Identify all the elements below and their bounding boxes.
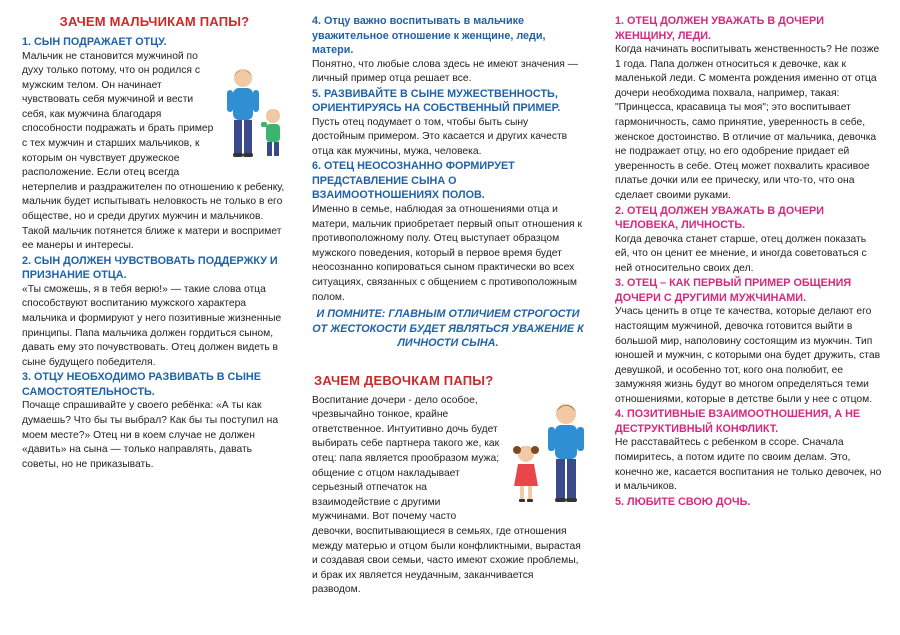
section-boys-5	[312, 87, 584, 160]
section-heading: 3. ОТЕЦ – КАК ПЕРВЫЙ ПРИМЕР ОБЩЕНИЯ ДОЧЕРИ С ДРУГИМИ МУЖЧИНАМИ.	[615, 277, 852, 304]
section-text-content: Мальчик не становится мужчиной по духу только потому, что он родился с мужским телом. Он начинает чувствовать себя мужчиной и вести себя, как мужчина благодаря способности подражать и брать пример с тех мужчин и старших мальчиков, к которым он чувствует дружеское расположение. Если отец всегда нетерпелив и раздражителен по отношению к ребенку, мальчик будет испытывать неловкость не только в его обществе, но и среди других мужчин и мальчиков. Такой мальчик потянется ближе к матери и воспримет ее манеры и интересы.	[22, 50, 285, 252]
section-boys-2	[22, 254, 287, 371]
boys-title: ЗАЧЕМ МАЛЬЧИКАМ ПАПЫ?	[59, 14, 250, 29]
section-heading: 3. ОТЦУ НЕОБХОДИМО РАЗВИВАТЬ В СЫНЕ САМОСТОЯТЕЛЬНОСТЬ.	[22, 371, 261, 398]
section-heading: 4. ПОЗИТИВНЫЕ ВЗАИМООТНОШЕНИЯ, А НЕ ДЕСТРУКТИВНЫЙ КОНФЛИКТ.	[615, 408, 861, 435]
section-text: Именно в семье, наблюдая за отношениями отца и матери, мальчик приобретает первый опыт отношения к противоположному полу. Отец выступает образцом мужского поведения, который в первое время будет неосознанно копироваться сыном практически во всех ситуациях, связанных с общением с противоположным полом.	[312, 203, 582, 303]
section-text: «Ты сможешь, я в тебя верю!» — такие слова отца способствуют воспитанию мужского характера мальчика и формируют у него позитивные жизненные принципы. Папа мальчика должен гордиться сыном, давать ему это почувствовать. Отец должен видеть в сыне будущего победителя.	[22, 283, 282, 368]
section-heading: 1. СЫН ПОДРАЖАЕТ ОТЦУ.	[22, 36, 167, 48]
section-girls-5	[615, 495, 883, 510]
section-text	[22, 50, 287, 254]
section-boys-4	[312, 14, 584, 87]
section-text: Пусть отец подумает о том, чтобы быть сыну достойным примером. Это касается и других качеств отца как мужчины, мужа, человека.	[312, 116, 568, 157]
girls-intro-text	[312, 394, 584, 598]
girls-intro-content: Воспитание дочери - дело особое, чрезвычайно тонкое, крайне ответственное. Интуитивно дочь будет выбирать себе партнера такого же, как отец: папа является прообразом мужа; общение с отцом накладывает серьезный отпечаток на взаимодействие с другими мужчинами. Вот почему часто девочки, воспитывающиеся в семьях, где отношения между матерью и отцом были конфликтными, вырастая и создавая свои семьи, часто имеют схожие проблемы, и брак их является неудачным, заканчивается разводом.	[312, 394, 581, 596]
section-heading: 4. Отцу важно воспитывать в мальчике уважительное отношение к женщине, леди, матери.	[312, 15, 546, 56]
section-heading: 5. РАЗВИВАЙТЕ В СЫНЕ МУЖЕСТВЕННОСТЬ, ОРИЕНТИРУЯСЬ НА СОБСТВЕННЫЙ ПРИМЕР.	[312, 87, 561, 115]
section-heading: 1. ОТЕЦ ДОЛЖЕН УВАЖАТЬ В ДОЧЕРИ ЖЕНЩИНУ, ЛЕДИ.	[615, 15, 825, 42]
section-boys-3	[22, 370, 287, 472]
section-boys-1	[22, 35, 287, 254]
section-boys-6	[312, 159, 584, 305]
section-heading: 6. ОТЕЦ НЕОСОЗНАННО ФОРМИРУЕТ ПРЕДСТАВЛЕНИЕ СЫНА О ВЗАИМООТНОШЕНИЯХ ПОЛОВ.	[312, 160, 515, 202]
remember-note: И ПОМНИТЕ: ГЛАВНЫМ ОТЛИЧИЕМ СТРОГОСТИ ОТ ЖЕСТОКОСТИ БУДЕТ ЯВЛЯТЬСЯ УВАЖЕНИЕ К ЛИЧНОСТИ СЫНА.	[312, 308, 584, 350]
section-text: Почаще спрашивайте у своего ребёнка: «А ты как думаешь? Что бы ты выбрал? Как бы ты поступил на моем месте?» Отец ни в коем случае не должен «давить» на сына — только направлять, давать советы, но не приказывать.	[22, 400, 279, 470]
section-text: Не расставайтесь с ребенком в ссоре. Сначала помиритесь, а потом идите по своим делам. Это, конечно же, касается воспитания не только девочек, но и мальчиков.	[615, 437, 882, 493]
section-heading: 2. ОТЕЦ ДОЛЖЕН УВАЖАТЬ В ДОЧЕРИ ЧЕЛОВЕКА, ЛИЧНОСТЬ.	[615, 204, 825, 232]
father-and-son-icon	[221, 64, 287, 164]
section-girls-4	[615, 407, 883, 494]
section-girls-3	[615, 276, 883, 407]
section-text: Когда начинать воспитывать женственность? Не позже 1 года. Папа должен относиться к девочке, как к маленькой леди. С момента рождения именно от отца дочери необходима похвала, например, такая: "Принцесса, красавица ты моя"; это воспитывает гармоничность, само принятие, уверенность в себе, женское достоинство. В отличие от мальчика, девочка не подражает отцу, но его одобрение придает ей уверенность в себе. Отец может похвалить красивое платье дочки или ее прическу, или что-то, что она сделает своими руками.	[615, 44, 880, 201]
column-girls	[615, 14, 883, 620]
father-and-daughter-icon	[504, 400, 584, 512]
section-text: Когда девочка станет старше, отец должен показать ей, что он ценит ее мнение, и иногда советоваться с ней относительно своих дел.	[615, 233, 867, 274]
section-text: Учась ценить в отце те качества, которые делают его настоящим мужчиной, девочка готовится выйти в большой мир, наполовину состоящим из мужчин. Тип юношей и мужчин, с которыми она будет дружить, став девушкой, и особенно тот, кого она полюбит, ее замужняя жизнь будут во многом определяться теми отношениями, которые в детстве были у нее с отцом.	[615, 306, 881, 405]
section-heading: 5. ЛЮБИТЕ СВОЮ ДОЧЬ.	[615, 495, 751, 508]
girls-title: ЗАЧЕМ ДЕВОЧКАМ ПАПЫ?	[314, 372, 494, 388]
section-girls-1	[615, 14, 883, 204]
section-heading: 2. СЫН ДОЛЖЕН ЧУВСТВОВАТЬ ПОДДЕРЖКУ И ПРИЗНАНИЕ ОТЦА.	[22, 254, 278, 282]
column-boys	[22, 14, 287, 614]
column-middle	[312, 14, 584, 624]
section-text: Понятно, что любые слова здесь не имеют значения — личный пример отца решает все.	[312, 58, 579, 85]
section-girls-2	[615, 204, 883, 277]
